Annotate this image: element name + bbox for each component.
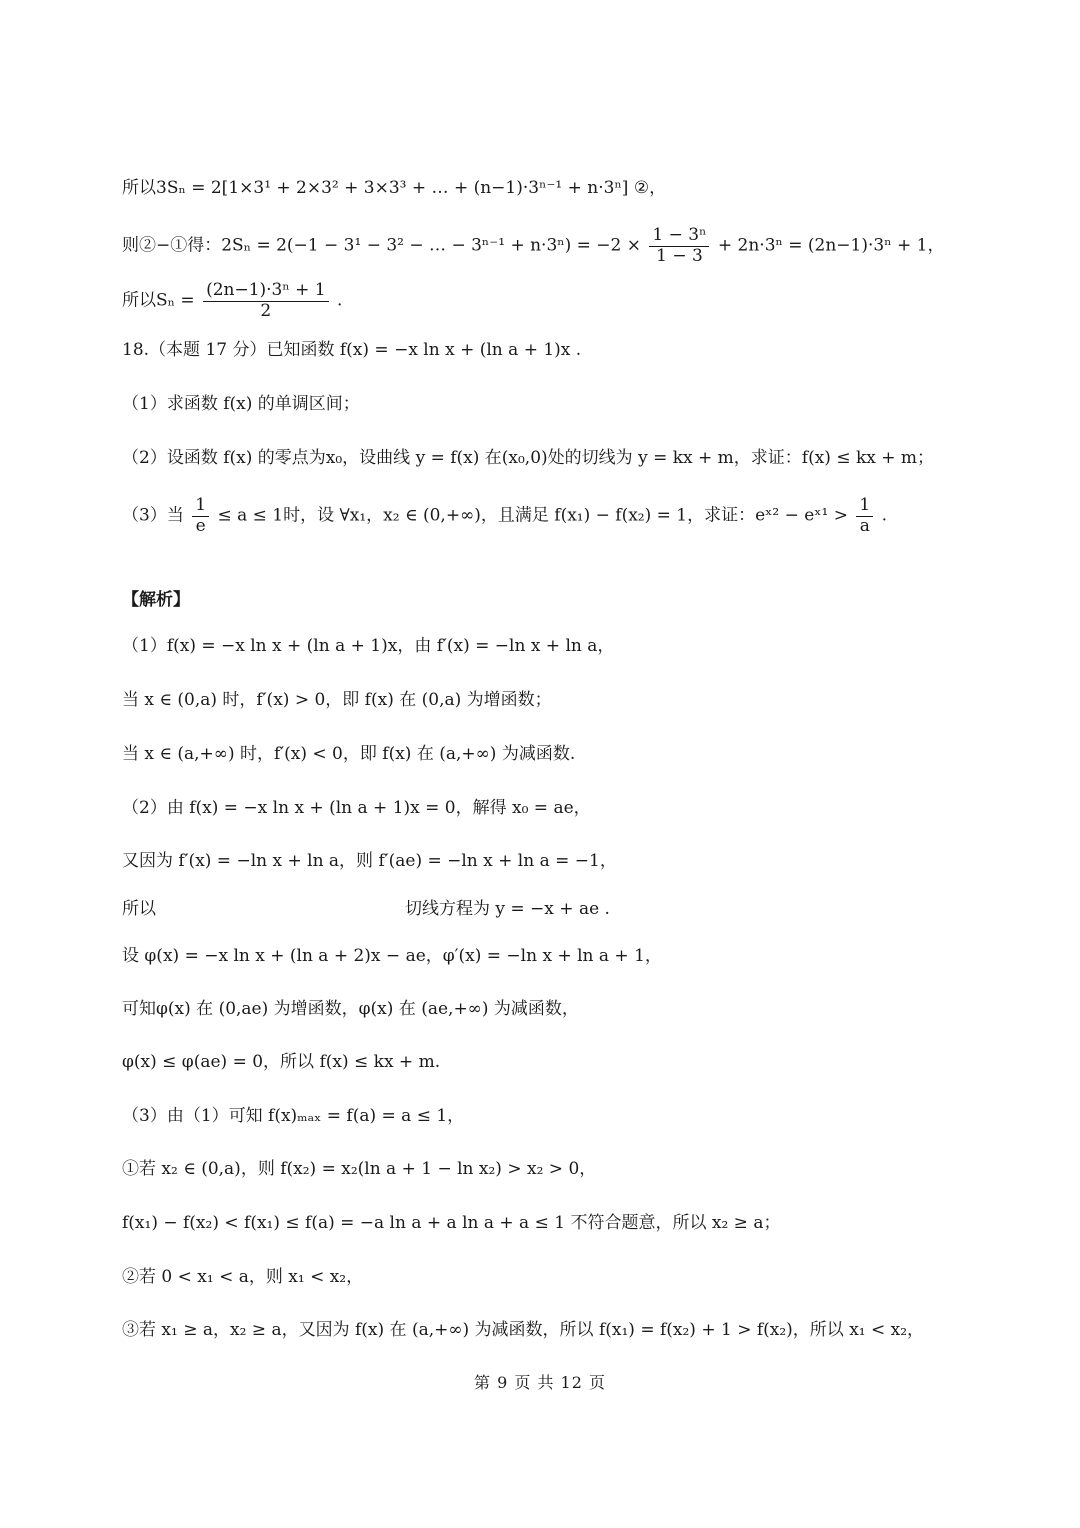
solution-line: 当 x ∈ (0,a) 时，f′(x) > 0，即 f(x) 在 (0,a) 为增函数； <box>122 690 552 710</box>
fraction <box>856 496 873 536</box>
period: . <box>337 290 343 311</box>
question-part-3 <box>122 496 1040 536</box>
fraction-numerator: 1 <box>192 496 209 517</box>
question-18-stem: 18.（本题 17 分）已知函数 f(x) = −x ln x + (ln a + 1)x . <box>122 340 582 360</box>
solution-line: φ(x) ≤ φ(ae) = 0，所以 f(x) ≤ kx + m. <box>122 1052 441 1072</box>
fraction-numerator: 1 <box>856 496 873 517</box>
solution-line: ②若 0 < x₁ < a，则 x₁ < x₂， <box>122 1267 364 1287</box>
part-3-text: ≤ a ≤ 1时，设 ∀x₁，x₂ ∈ (0,+∞)，且满足 f(x₁) − f(x₂) = 1，求证：eˣ² − eˣ¹ > <box>217 505 848 526</box>
subtract-line <box>122 226 1040 266</box>
solution-line: f(x₁) − f(x₂) < f(x₁) ≤ f(a) = −a ln a + a ln a + a ≤ 1 不符合题意，所以 x₂ ≥ a； <box>122 1213 781 1233</box>
subtract-text: 则②−①得：2Sₙ = 2(−1 − 3¹ − 3² − … − 3ⁿ⁻¹ + n·3ⁿ) = −2 × <box>122 235 642 256</box>
part-3-prefix: （3）当 <box>122 505 184 526</box>
page-number-footer: 第 9 页 共 12 页 <box>474 1373 606 1392</box>
fraction-numerator: (2n−1)·3ⁿ + 1 <box>203 281 329 302</box>
fraction-denominator: e <box>195 515 206 536</box>
solution-line: 又因为 f′(x) = −ln x + ln a，则 f′(ae) = −ln x + ln a = −1， <box>122 851 617 871</box>
fraction <box>203 281 329 321</box>
analysis-heading: 【解析】 <box>122 590 190 610</box>
question-part-1: （1）求函数 f(x) 的单调区间； <box>122 394 360 414</box>
fraction <box>649 226 709 266</box>
period: . <box>881 505 888 526</box>
fraction-denominator: 1 − 3 <box>656 245 703 266</box>
solution-line: ③若 x₁ ≥ a，x₂ ≥ a，又因为 f(x) 在 (a,+∞) 为减函数，所以 f(x₁) = f(x₂) + 1 > f(x₂)，所以 x₁ < x₂， <box>122 1320 925 1340</box>
fraction-denominator: a <box>859 515 870 536</box>
sum-3sn-line: 所以3Sₙ = 2[1×3¹ + 2×3² + 3×3³ + … + (n−1)·3ⁿ⁻¹ + n·3ⁿ] ②， <box>122 178 667 198</box>
solution-line <box>122 897 1040 921</box>
solution-line: （2）由 f(x) = −x ln x + (ln a + 1)x = 0，解得 x₀ = ae， <box>122 798 591 818</box>
sn-result-line <box>122 281 1040 321</box>
fraction <box>192 496 209 536</box>
fraction-denominator: 2 <box>260 300 272 321</box>
fraction-numerator: 1 − 3ⁿ <box>649 226 709 247</box>
solution-line: 设 φ(x) = −x ln x + (ln a + 2)x − ae，φ′(x) = −ln x + ln a + 1， <box>122 946 662 966</box>
solution-line: 可知φ(x) 在 (0,ae) 为增函数，φ(x) 在 (ae,+∞) 为减函数， <box>122 999 579 1019</box>
solution-line: （3）由（1）可知 f(x)ₘₐₓ = f(a) = a ≤ 1， <box>122 1106 465 1126</box>
tangent-equation: 切线方程为 y = −x + ae . <box>405 899 610 919</box>
subtract-result: + 2n·3ⁿ = (2n−1)·3ⁿ + 1， <box>717 235 945 256</box>
solution-line: 当 x ∈ (a,+∞) 时，f′(x) < 0，即 f(x) 在 (a,+∞) 为减函数. <box>122 744 576 764</box>
solution-line: （1）f(x) = −x ln x + (ln a + 1)x，由 f′(x) = −ln x + ln a， <box>122 636 615 656</box>
sn-text: 所以Sₙ = <box>122 290 195 311</box>
so-text: 所以 <box>122 899 156 919</box>
solution-line: ①若 x₂ ∈ (0,a)，则 f(x₂) = x₂(ln a + 1 − ln x₂) > x₂ > 0， <box>122 1159 597 1179</box>
question-part-2: （2）设函数 f(x) 的零点为x₀，设曲线 y = f(x) 在(x₀,0)处的切线为 y = kx + m，求证：f(x) ≤ kx + m； <box>122 448 935 468</box>
